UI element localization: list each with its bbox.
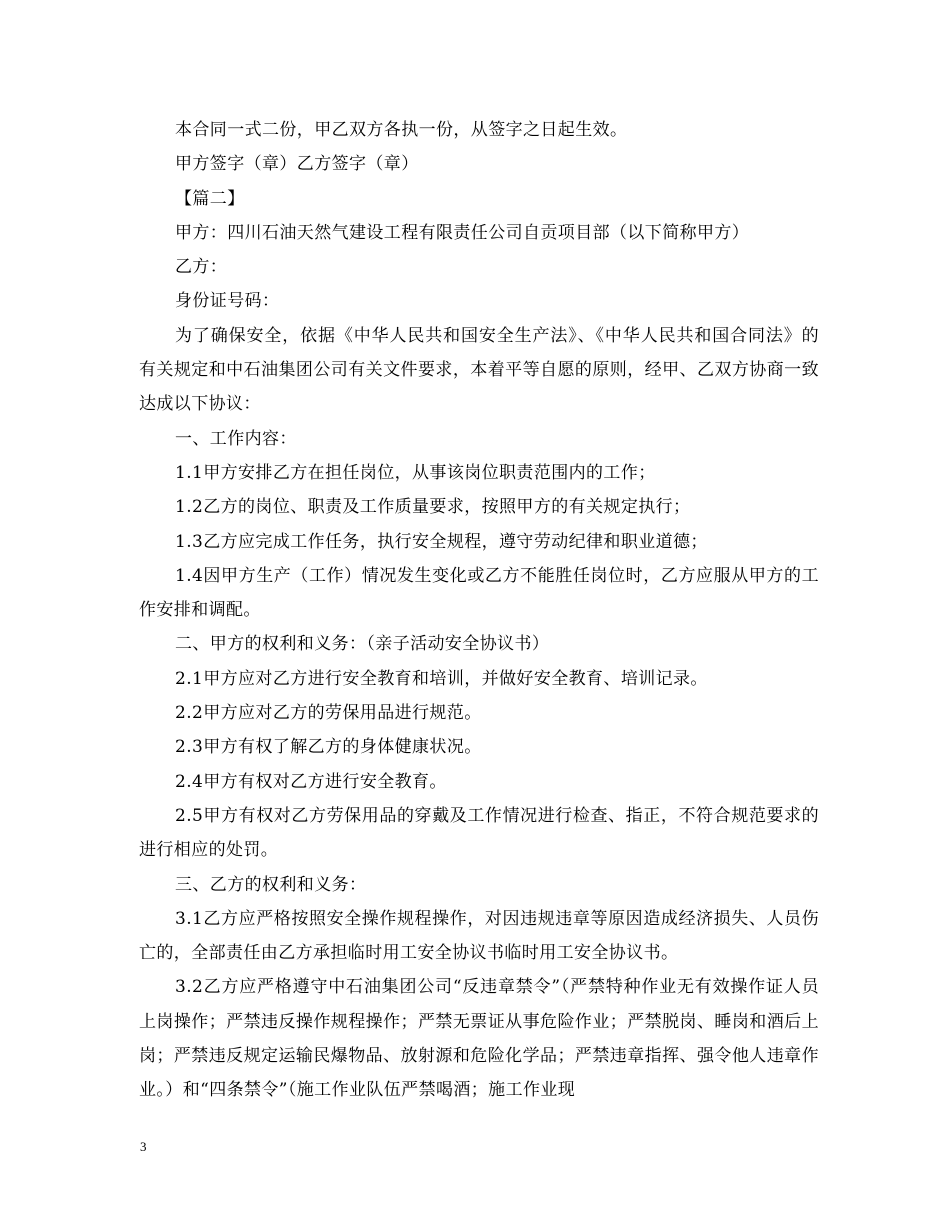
paragraph-signatures: 甲方签字（章）乙方签字（章） [175, 154, 419, 175]
clause-1-2: 1.2乙方的岗位、职责及工作质量要求，按照甲方的有关规定执行； [175, 497, 691, 518]
clause-2-3: 2.3甲方有权了解乙方的身体健康状况。 [175, 737, 482, 758]
page-number: 3 [140, 1139, 147, 1154]
clause-1-1: 1.1甲方安排乙方在担任岗位，从事该岗位职责范围内的工作； [175, 462, 656, 483]
paragraph-party-a: 甲方：四川石油天然气建设工程有限责任公司自贡项目部（以下简称甲方） [175, 222, 750, 243]
paragraph-effective-clause: 本合同一式二份，甲乙双方各执一份，从签字之日起生效。 [175, 120, 628, 140]
clause-3-1: 3.1乙方应严格按照安全操作规程操作，对因违规违章等原因造成经济损失、人员伤亡的，全部责任由乙方承担临时用工安全协议书临时用工安全协议书。 [139, 908, 819, 964]
heading-party-b-rights: 三、乙方的权利和义务： [175, 874, 367, 895]
heading-work-content: 一、工作内容： [175, 428, 297, 449]
clause-2-4: 2.4甲方有权对乙方进行安全教育。 [175, 771, 447, 792]
clause-2-1: 2.1甲方应对乙方进行安全教育和培训，并做好安全教育、培训记录。 [175, 668, 708, 689]
clause-3-2: 3.2乙方应严格遵守中石油集团公司“反违章禁令”（严禁特种作业无有效操作证人员上岗操作；严禁违反操作规程操作；严禁无票证从事危险作业；严禁脱岗、睡岗和酒后上岗；严禁违反规定运输民爆物品、放射源和危险化学品；严禁违章指挥、强令他人违章作业。）和“四条禁令”（施工作业队伍严禁喝酒；施工作业现 [139, 977, 819, 1101]
clause-1-3: 1.3乙方应完成工作任务，执行安全规程，遵守劳动纪律和职业道德； [175, 531, 708, 552]
document-body [139, 113, 819, 1108]
paragraph-id-number: 身份证号码： [175, 291, 280, 312]
clause-2-2: 2.2甲方应对乙方的劳保用品进行规范。 [175, 703, 482, 724]
section-heading-part-two: 【篇二】 [175, 188, 245, 209]
paragraph-party-b: 乙方： [175, 257, 228, 278]
heading-party-a-rights: 二、甲方的权利和义务：（亲子活动安全协议书） [175, 634, 550, 655]
clause-1-4: 1.4因甲方生产（工作）情况发生变化或乙方不能胜任岗位时，乙方应服从甲方的工作安排和调配。 [139, 565, 819, 621]
paragraph-preamble: 为了确保安全，依据《中华人民共和国安全生产法》、《中华人民共和国合同法》的有关规定和中石油集团公司有关文件要求，本着平等自愿的原则，经甲、乙双方协商一致达成以下协议： [139, 325, 819, 415]
clause-2-5: 2.5甲方有权对乙方劳保用品的穿戴及工作情况进行检查、指正，不符合规范要求的进行相应的处罚。 [139, 805, 819, 861]
